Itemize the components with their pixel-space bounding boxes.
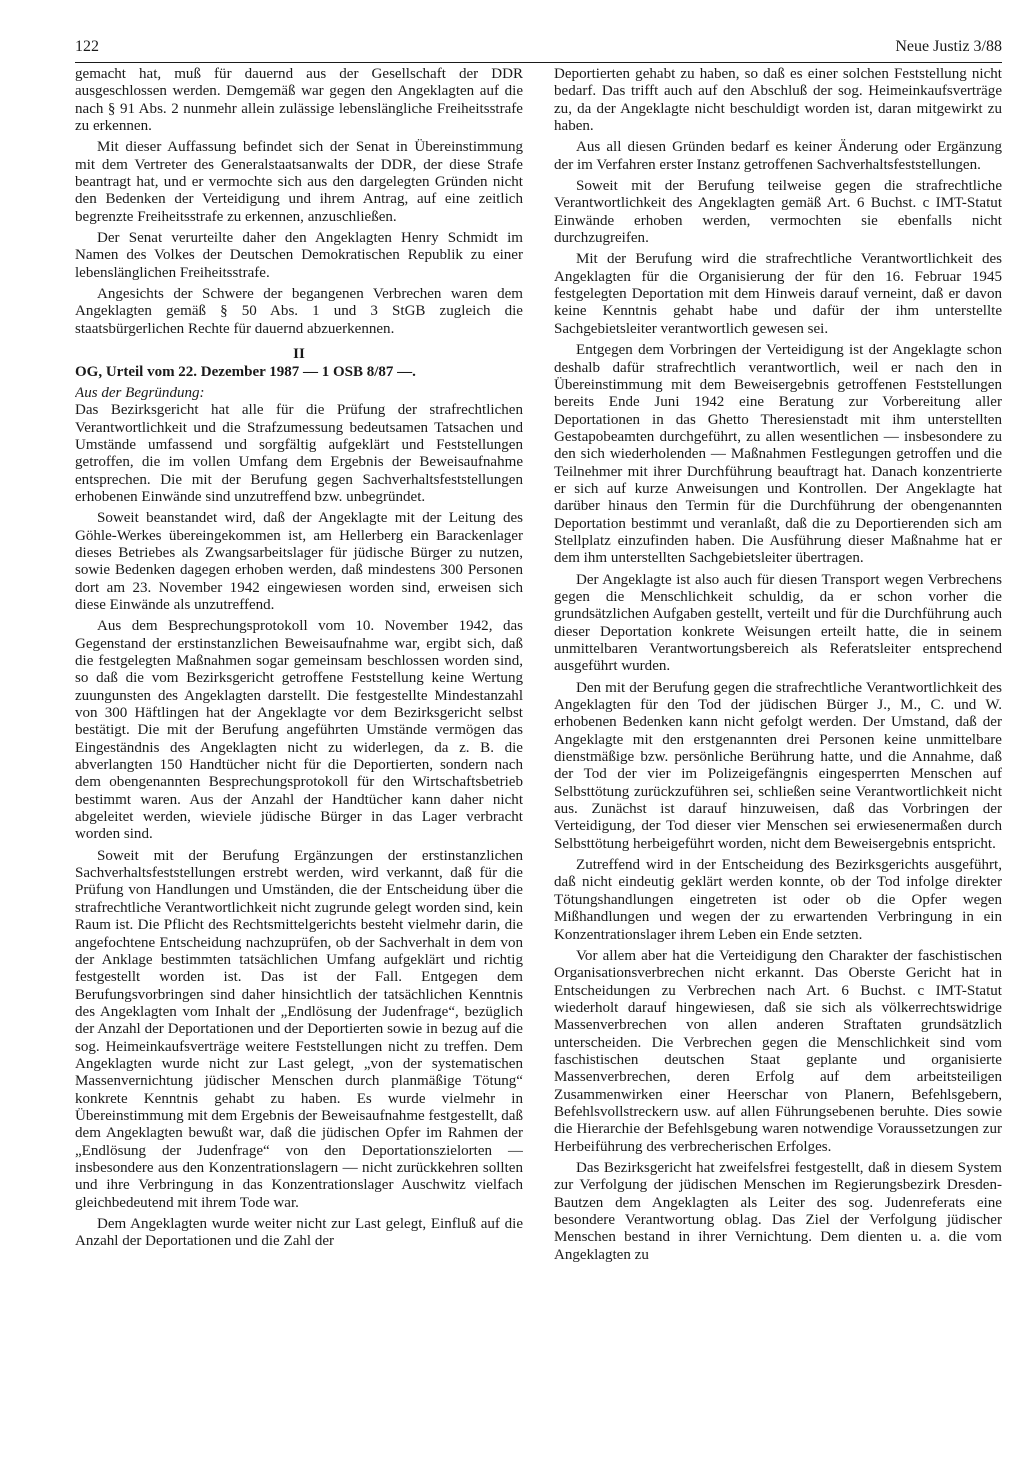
paragraph: Das Bezirksgericht hat zweifelsfrei festgestellt, daß in diesem System zur Verfolgung der jüdischen Menschen im Regierungsbezirk Dresden-Bautzen dem Angeklagten als Leiter des sog. Judenreferats eine besondere Verantwortung oblag. Das Ziel der Verfolgung jüdischer Menschen bestand in ihrer Vernichtung. Dem dienten u. a. die vom Angeklagten zu: [554, 1159, 1002, 1263]
paragraph: Soweit beanstandet wird, daß der Angeklagte mit der Leitung des Göhle-Werkes übereingekommen ist, am Hellerberg ein Barackenlager dieses Betriebes als Zwangsarbeitslager für jüdische Bürger zu nutzen, sowie Bedenken dagegen erhoben werden, daß mindestens 300 Personen dort am 23. November 1942 eingewiesen worden sind, erweisen sich diese Einwände als unzutreffend.: [75, 510, 523, 613]
paragraph: Aus dem Besprechungsprotokoll vom 10. November 1942, das Gegenstand der erstinstanzlichen Beweisaufnahme war, ergibt sich, daß die festgelegten Maßnahmen sogar gemeinsam beschlossen worden sind, so daß die vom Bezirksgericht getroffene Feststellung keine Wertung zuungunsten des Angeklagten darstellt. Die festgestellte Mindestanzahl von 300 Häftlingen hat der Angeklagte vor dem Bezirksgericht selbst bestätigt. Die mit der Berufung angeführten Umstände vermögen das Eingeständnis des Angeklagten nicht zu widerlegen, da z. B. die abverlangten 150 Handtücher nicht für die Deportierten, sondern nach dem obengenannten Besprechungsprotokoll für den Wirtschaftsbetrieb bestimmt waren. Aus der Anzahl der Handtücher kann daher nicht abgeleitet werden, wieviele jüdische Bürger in das Lager verbracht worden sind.: [75, 618, 523, 843]
paragraph: gemacht hat, muß für dauernd aus der Gesellschaft der DDR ausgeschlossen werden. Demgemäß war gegen den Angeklagten auf die nach § 91 Abs. 2 nunmehr allein zulässige lebenslängliche Freiheitsstrafe zu erkennen.: [75, 66, 523, 135]
paragraph: Angesichts der Schwere der begangenen Verbrechen waren dem Angeklagten gemäß § 50 Abs. 1 und 3 StGB zugleich die staatsbürgerlichen Rechte für dauernd abzuerkennen.: [75, 286, 523, 337]
journal-issue: Neue Justiz 3/88: [895, 38, 1002, 55]
paragraph: Zutreffend wird in der Entscheidung des Bezirksgerichts ausgeführt, daß nicht eindeutig geklärt werden konnte, ob der Tod infolge direkter Tötungshandlungen eingetreten ist oder ob die Opfer wegen Mißhandlungen und wegen der zu erwartenden Verbringung in ein Konzentrationslager ihrem Leben ein Ende setzten.: [554, 857, 1002, 943]
page-header: [75, 36, 1002, 63]
paragraph: Entgegen dem Vorbringen der Verteidigung ist der Angeklagte schon deshalb dafür strafrechtlich verantwortlich, weil er nach den in Übereinstimmung mit dem Beweisergebnis getroffenen Feststellungen bereits Ende Juni 1942 eine Beratung zur Vorbereitung aller Deportationen in das Ghetto Theresienstadt mit ihm unterstellten Gestapobeamten durchgeführt, zu allen wesentlichen — insbesondere zu den sich wiederholenden — Maßnahmen Festlegungen getroffen und die Teilnehmer mit ihrer Durchführung beauftragt hat. Danach konzentrierte er sich auf kurze Anweisungen und Kontrollen. Der Angeklagte hat darüber hinaus den Termin für die Durchführung der obengenannten Deportation bestimmt und veranlaßt, daß die zu Deportierenden sich am Stellplatz einzufinden haben. Die Ausführung dieser Maßnahme hat er dem ihm unterstellten Sachgebietsleiter übertragen.: [554, 342, 1002, 567]
paragraph: Mit der Berufung wird die strafrechtliche Verantwortlichkeit des Angeklagten für die Organisierung der für den 16. Februar 1945 festgelegten Deportation mit dem Hinweis darauf verneint, daß er davon keine Kenntnis gehabt habe und dafür der ihm unterstellte Sachgebietsleiter verantwortlich gewesen sei.: [554, 251, 1002, 337]
paragraph: Der Senat verurteilte daher den Angeklagten Henry Schmidt im Namen des Volkes der Deutschen Demokratischen Republik zu einer lebenslänglichen Freiheitsstrafe.: [75, 230, 523, 281]
paragraph: Vor allem aber hat die Verteidigung den Charakter der faschistischen Organisationsverbrechen nicht erkannt. Das Oberste Gericht hat in Entscheidungen zu Verbrechen nach Art. 6 Buchst. c IMT-Statut wiederholt darauf hingewiesen, daß sie sich als völkerrechtswidrige Massenverbrechen von allen anderen Straftaten grundsätzlich unterscheiden. Die Verbrechen gegen die Menschlichkeit sind vom faschistischen deutschen Staat geplante und organisierte Massenverbrechen, deren Erfolg auf dem arbeitsteiligen Zusammenwirken einer Heerschar von Planern, Befehlsgebern, Befehlsvollstreckern usw. auf allen Führungsebenen beruhte. Dies sowie die Hierarchie der Befehlsgebung waren notwendige Voraussetzungen zur Herbeiführung des verbrecherischen Erfolges.: [554, 947, 1002, 1155]
paragraph: Den mit der Berufung gegen die strafrechtliche Verantwortlichkeit des Angeklagten für den Tod der jüdischen Bürger J., M., C. und W. erhobenen Bedenken kann nicht gefolgt werden. Der Umstand, daß der Angeklagte mit den erstgenannten drei Personen keine unmittelbare dienstmäßige bzw. persönliche Berührung hatte, und die Annahme, daß der Tod der vier im Polizeigefängnis eingesperrten Menschen auf Selbsttötung zurückzuführen sei, schließen seine Verantwortlichkeit nicht aus. Zunächst ist darauf hinzuweisen, daß das Vorbringen der Verteidigung, der Tod dieser vier Menschen sei erwiesenermaßen durch Selbsttötung herbeigeführt worden, nicht dem Beweisergebnis entspricht.: [554, 679, 1002, 852]
paragraph: Der Angeklagte ist also auch für diesen Transport wegen Verbrechens gegen die Menschlichkeit schuldig, da er schon vorher die grundsätzlichen Aufgaben gestellt, verteilt und für die Durchführung auch dieser Deportation konkrete Weisungen erteilt hatte, die in seinem unmittelbaren Verantwortungsbereich als Referatsleiter entsprechend ausgeführt wurden.: [554, 571, 1002, 675]
paragraph: Dem Angeklagten wurde weiter nicht zur Last gelegt, Einfluß auf die Anzahl der Deportationen und die Zahl der: [75, 1216, 523, 1250]
case-heading: OG, Urteil vom 22. Dezember 1987 — 1 OSB 8/87 —.: [75, 363, 416, 380]
paragraph: Aus all diesen Gründen bedarf es keiner Änderung oder Ergänzung der im Verfahren erster Instanz getroffenen Sachverhaltsfeststellungen.: [554, 139, 1002, 173]
reasoning-heading: Aus der Begründung:: [75, 384, 205, 401]
paragraph: Das Bezirksgericht hat alle für die Prüfung der strafrechtlichen Verantwortlichkeit und die Strafzumessung bedeutsamen Tatsachen und Umstände umfassend und sorgfältig aufgeklärt und Feststellungen getroffen, die im vollen Umfang dem Ergebnis der Beweisaufnahme entsprechen. Die mit der Berufung gegen Sachverhaltsfeststellungen erhobenen Einwände sind unzutreffend bzw. unbegründet.: [75, 402, 523, 505]
paragraph: Soweit mit der Berufung Ergänzungen der erstinstanzlichen Sachverhaltsfeststellungen erstrebt werden, wird verkannt, daß für die Prüfung von Handlungen und Umständen, die der Entscheidung über die strafrechtliche Verantwortlichkeit nicht zugrunde gelegt worden sind, kein Raum ist. Die Pflicht des Rechtsmittelgerichts besteht vielmehr darin, die angefochtene Entscheidung nachzuprüfen, ob der Sachverhalt in dem von der Anklage bestimmten tatsächlichen Umfang aufgeklärt und richtig festgestellt worden ist. Das ist der Fall. Entgegen dem Berufungsvorbringen sind daher hinsichtlich der tatsächlichen Kenntnis des Angeklagten vom Inhalt der „Endlösung der Judenfrage“, bezüglich der Anzahl der Deportationen und der Deportierten sowie in bezug auf die sog. Heimeinkaufsverträge weitere Feststellungen nicht zu treffen. Dem Angeklagten wurde nicht zur Last gelegt, „von der systematischen Massenvernichtung jüdischer Menschen durch planmäßige Tötung“ konkrete Kenntnis gehabt zu haben. Es wurde vielmehr in Übereinstimmung mit dem Ergebnis der Beweisaufnahme festgestellt, daß dem Angeklagten bewußt war, daß die jüdischen Opfer im Rahmen der „Endlösung der Judenfrage“ von den Deportationszielorten — insbesondere aus den Konzentrationslagern — nicht zurückkehren sollten und ihre Verbringung in das Konzentrationslager Auschwitz vielfach gleichbedeutend mit ihrem Tode war.: [75, 847, 523, 1211]
right-column: [554, 66, 1002, 1450]
paragraph: Mit dieser Auffassung befindet sich der Senat in Übereinstimmung mit dem Vertreter des Generalstaatsanwalts der DDR, der diese Strafe beantragt hat, und er vermochte sich aus den dargelegten Gründen nicht den Bedenken der Verteidigung und ihrem Antrag, auf eine zeitlich begrenzte Freiheitsstrafe zu erkennen, anzuschließen.: [75, 139, 523, 225]
left-column: [75, 66, 523, 1450]
page-number: 122: [75, 38, 99, 55]
section-numeral: II: [293, 346, 305, 363]
paragraph: Deportierten gehabt zu haben, so daß es einer solchen Feststellung nicht bedarf. Das trifft auch auf den Abschluß der sog. Heimeinkaufsverträge zu, da der Angeklagte nicht beschuldigt worden ist, daran mitgewirkt zu haben.: [554, 66, 1002, 135]
paragraph: Soweit mit der Berufung teilweise gegen die strafrechtliche Verantwortlichkeit des Angeklagten gemäß Art. 6 Buchst. c IMT-Statut Einwände erhoben werden, vermochten sie ebenfalls nicht durchzugreifen.: [554, 178, 1002, 247]
